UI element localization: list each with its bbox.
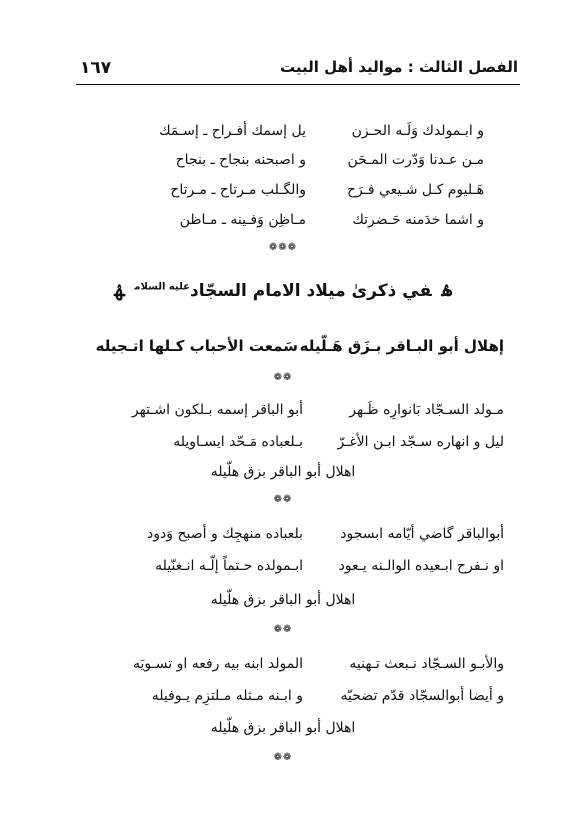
separator-ornament: ❁❁ <box>273 624 293 635</box>
stanza-2-refrain: اهلال أبو الباقر بزق هلّيله <box>210 592 356 608</box>
stanza-1-line-2-right: ليل و انهاره سـجّد ابـن الأغـرّ <box>337 434 504 450</box>
separator-ornament: ❁❁ <box>273 372 293 383</box>
chapter-title: الفصل الثالث : مواليد أهل البيت <box>280 58 518 76</box>
heading-ornament-icon: ۿ <box>441 280 453 301</box>
section-heading <box>0 280 566 301</box>
top-poem-line-2-right: مـن عـدنا وَدّرت المـحَن <box>347 152 484 168</box>
stanza-3-line-2-right: و أيضا أبوالسجّاد قدّم تضحيّه <box>340 688 504 704</box>
page-number: ١٦٧ <box>80 58 112 78</box>
stanza-2-line-2-left: ابـمولده حـتماً إلّـه انـغنّيله <box>155 558 303 574</box>
heading-text: في ذكرىٰ ميلاد الامام السجّاد <box>189 281 432 301</box>
top-poem-line-4-right: و اشما خدَمنه حَـضرتك <box>352 212 484 228</box>
stanza-1-line-1-left: أبو الباقر إسمه بـلكون اشـتهر <box>131 402 303 418</box>
top-poem-line-1-left: يل إسمك أفـراح ـ إسـمَك <box>159 123 306 139</box>
stanza-3-line-1-left: المولد ابنه بيه رفعه او تسـويَه <box>133 656 303 672</box>
heading-ornament-icon: ۿ <box>113 280 125 301</box>
stanza-1-line-2-left: بـلعباده مَـحّد ايسـاويله <box>173 434 303 450</box>
top-poem-line-3-right: هَـليوم كـل شـيعي فـرَح <box>347 182 484 198</box>
top-poem-line-2-left: و اصبحنه بنجاح ـ بنجاح <box>175 152 306 168</box>
separator-ornament: ❁❁❁ <box>268 242 298 253</box>
chorus-left: سَمعت الأحباب كـلها اتـجيله <box>95 337 298 355</box>
stanza-3-line-2-left: و ابـنه مـثله مـلتزِم يـوفيله <box>151 688 303 704</box>
separator-ornament: ❁❁ <box>273 494 293 505</box>
stanza-2-line-2-right: او نـفرح ابـعيده الوالـنه يـعود <box>338 558 504 574</box>
top-poem-line-4-left: مـاظِن وَفـينه ـ مـاظن <box>179 212 306 228</box>
top-poem-line-1-right: و ابـمولدك وَلَـه الحـزن <box>351 123 484 139</box>
header-rule <box>76 84 520 85</box>
chorus-right: إهلال أبو البـاقر بـزَق هَـلّيله <box>299 337 504 355</box>
stanza-2-line-1-right: أبوالباقر گاضي أيّامه ابسجود <box>340 526 504 542</box>
top-poem-line-3-left: والگـلب مـرتاح ـ مـرتاح <box>170 182 306 198</box>
stanza-1-refrain: اهلال أبو الباقر بزق هلّيله <box>210 464 356 480</box>
stanza-2-line-1-left: بلعباده منهجِك و أصبح وَدود <box>147 526 303 542</box>
stanza-3-refrain: اهلال أبو الباقر بزق هلّيله <box>210 720 356 736</box>
stanza-3-line-1-right: والأبـو السـجّاد نـبعث تـهنيه <box>349 656 504 672</box>
stanza-1-line-1-right: مـولد السـجّاد بَانوارِه ظَـهر <box>349 402 504 418</box>
honorific-mark: عليه السلام <box>134 281 190 293</box>
separator-ornament: ❁❁ <box>273 752 293 763</box>
